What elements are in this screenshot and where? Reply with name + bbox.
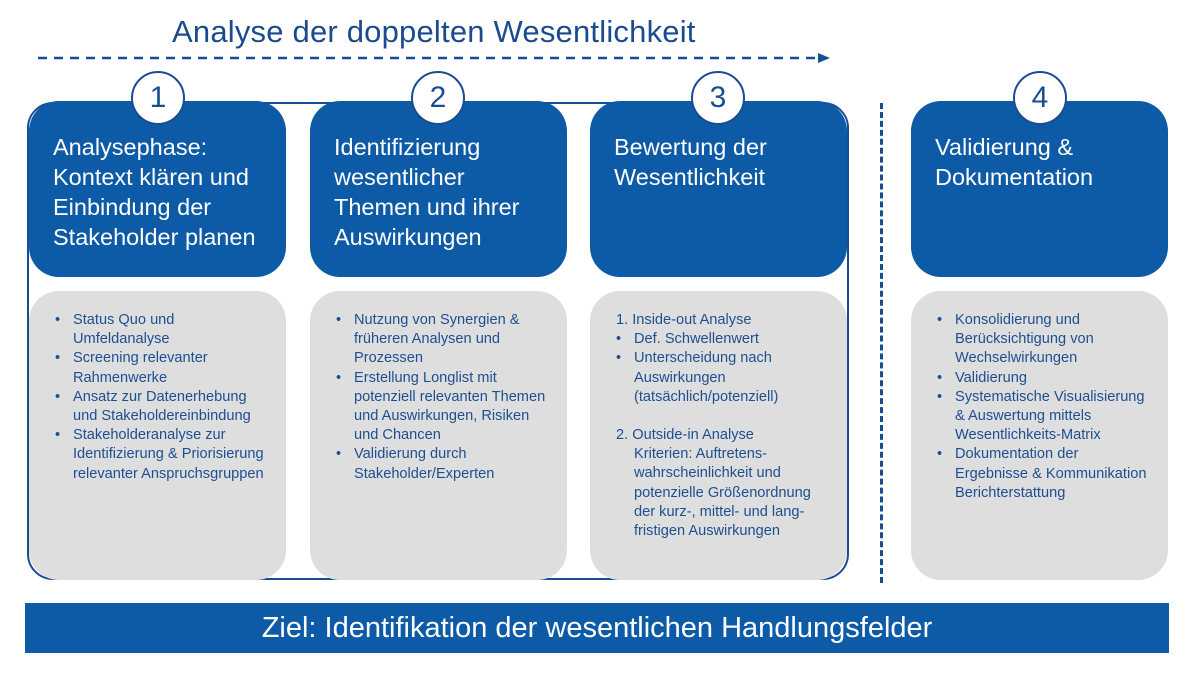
- list-item: • Konsolidierung und Berücksichtigung von Wechselwirkungen: [955, 311, 1152, 369]
- heading-line: Auswirkungen: [334, 224, 482, 250]
- step-3-number: 3: [691, 71, 745, 125]
- list-item: • Ansatz zur Datenerhebung und Stakeholdereinbindung: [73, 388, 270, 426]
- heading-line: wesentlicher: [334, 164, 465, 190]
- list-item: • Dokumentation der Ergebnisse & Kommunikation Berichterstattung: [955, 445, 1152, 503]
- criteria-line: wahrscheinlichkeit und: [634, 465, 781, 482]
- list-item: • Systematische Visualisierung & Auswertung mittels Wesentlichkeits-Matrix: [955, 388, 1152, 446]
- heading-line: Identifizierung: [334, 134, 481, 160]
- heading-line: Einbindung der: [53, 194, 212, 220]
- list-item: • Erstellung Longlist mit potenziell relevanten Themen und Auswirkungen, Risiken und Chancen: [354, 369, 551, 446]
- step-4-number: 4: [1013, 71, 1067, 125]
- goal-banner: Ziel: Identifikation der wesentlichen Handlungsfelder: [25, 603, 1169, 653]
- list-item: • Status Quo und Umfeldanalyse: [73, 311, 270, 349]
- step-1-details: [29, 291, 286, 580]
- heading-line: Stakeholder planen: [53, 224, 256, 250]
- inside-out-title: 1. Inside-out Analyse: [616, 312, 752, 328]
- criteria-line: fristigen Auswirkungen: [634, 523, 781, 540]
- list-item: • Def. Schwellenwert: [634, 330, 831, 349]
- step-1-number: 1: [131, 71, 185, 125]
- heading-line: Kontext klären und: [53, 164, 249, 190]
- list-item: • Stakeholderanalyse zur Identifizierung & Priorisierung relevanter Anspruchsgruppen: [73, 426, 270, 484]
- step-2-number: 2: [411, 71, 465, 125]
- step-3-heading: [590, 101, 847, 277]
- step-2-heading: [310, 101, 567, 277]
- criteria-line: der kurz-, mittel- und lang-: [634, 503, 805, 520]
- list-item: • Validierung: [955, 369, 1152, 388]
- step-4-details: [911, 291, 1168, 580]
- outside-in-title: 2. Outside-in Analyse: [616, 427, 754, 444]
- criteria-line: Kriterien: Auftretens-: [634, 446, 768, 463]
- diagram-title: Analyse der doppelten Wesentlichkeit: [172, 14, 696, 49]
- criteria-line: potenzielle Größenordnung: [634, 484, 811, 501]
- heading-line: Validierung &: [935, 134, 1074, 160]
- heading-line: Dokumentation: [935, 164, 1094, 190]
- process-arrow: [0, 0, 1200, 80]
- separator-dashed-line: [880, 103, 883, 583]
- heading-line: Themen und ihrer: [334, 194, 520, 220]
- list-item: • Nutzung von Synergien & früheren Analysen und Prozessen: [354, 311, 551, 369]
- step-1-heading: [29, 101, 286, 277]
- step-2-details: [310, 291, 567, 580]
- step-3-details: [590, 291, 847, 580]
- list-item: • Screening relevanter Rahmenwerke: [73, 349, 270, 387]
- step-4-heading: [911, 101, 1168, 277]
- list-item: • Unterscheidung nach Auswirkungen (tatsächlich/potenziell): [634, 349, 831, 407]
- heading-line: Bewertung der: [614, 134, 767, 160]
- heading-line: Wesentlichkeit: [614, 164, 766, 190]
- heading-line: Analysephase:: [53, 134, 208, 160]
- list-item: • Validierung durch Stakeholder/Experten: [354, 445, 551, 483]
